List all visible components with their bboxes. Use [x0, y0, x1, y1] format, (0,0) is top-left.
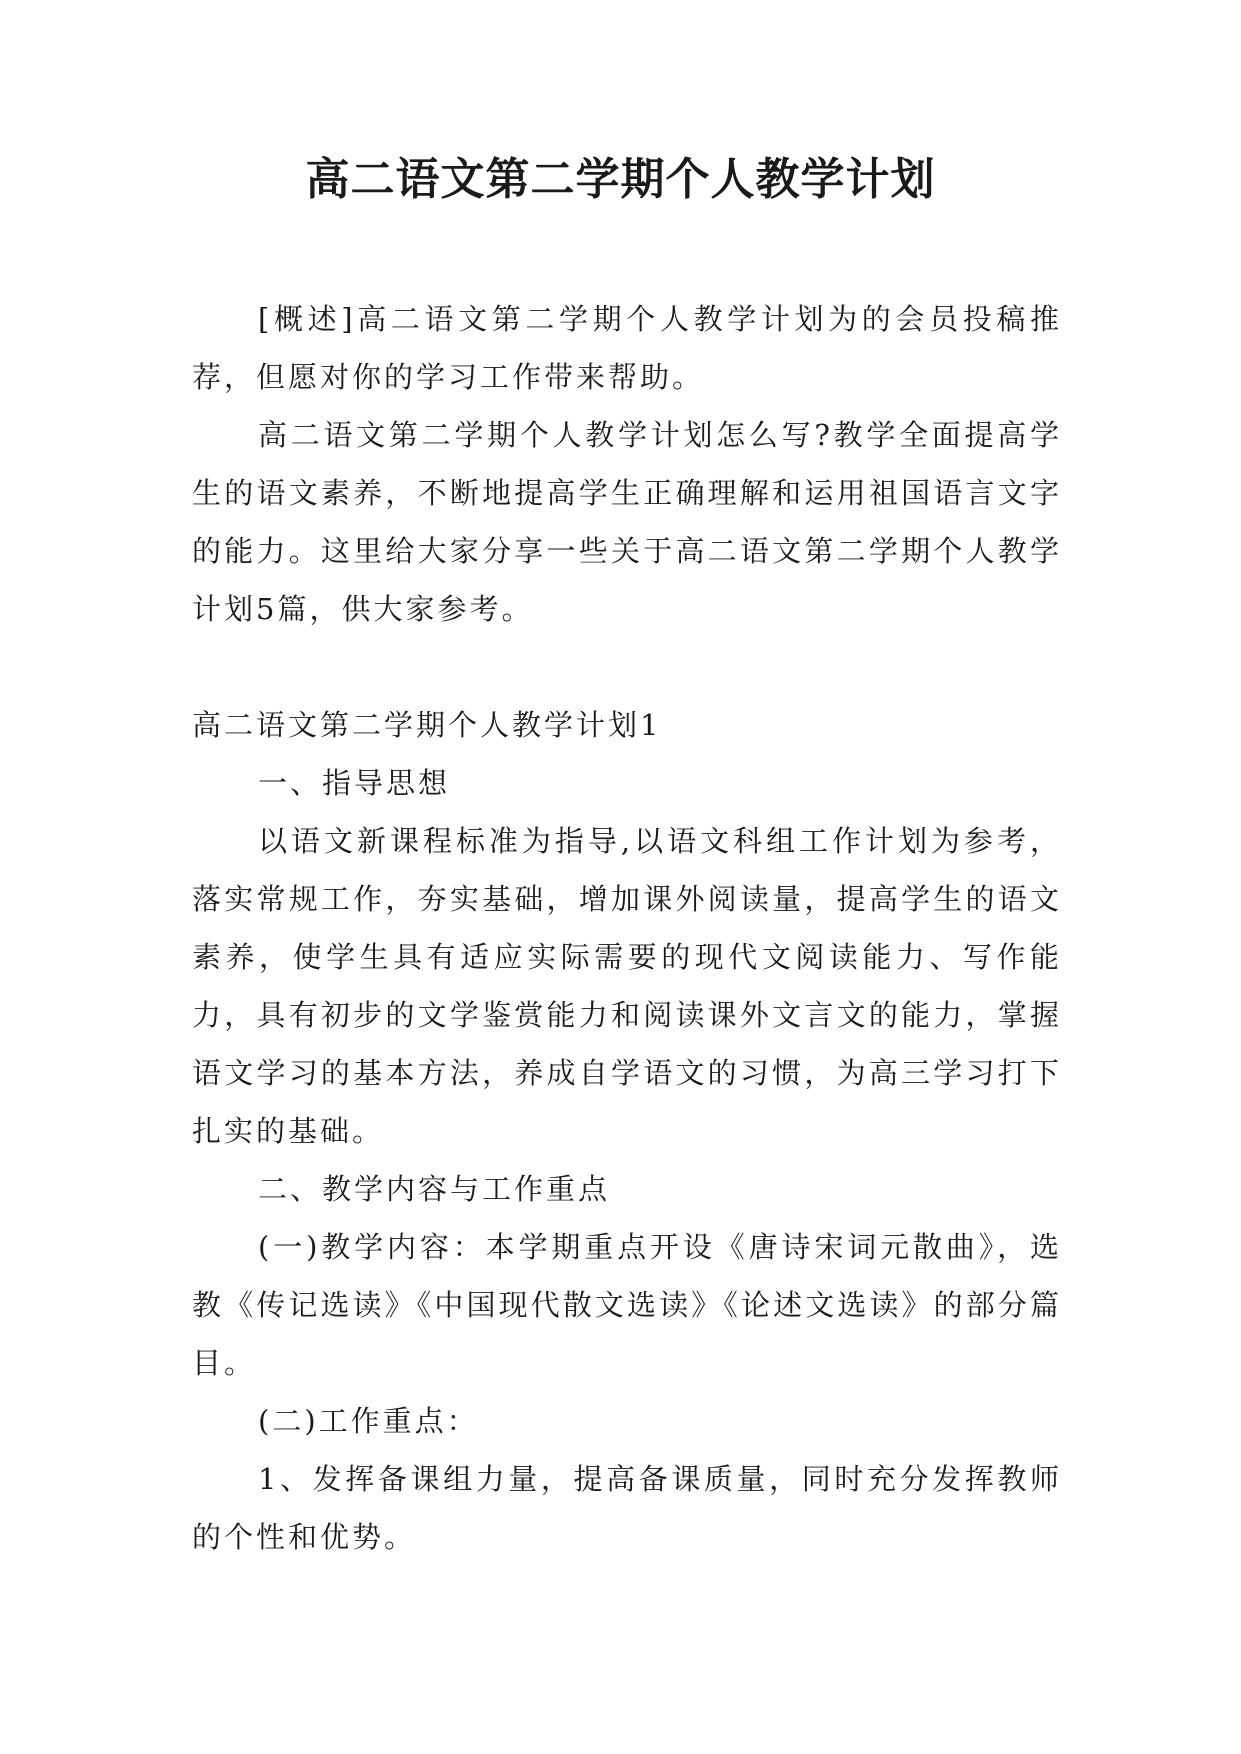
body-paragraph: 1、发挥备课组力量，提高备课质量，同时充分发挥教师的个性和优势。: [192, 1462, 1062, 1554]
document-title: 高二语文第二学期个人教学计划: [305, 154, 936, 205]
intro-paragraph: [概述]高二语文第二学期个人教学计划为的会员投稿推荐，但愿对你的学习工作带来帮助。: [192, 302, 1062, 394]
subsection-heading: 二、教学内容与工作重点: [258, 1172, 611, 1206]
body-paragraph: (一)教学内容：本学期重点开设《唐诗宋词元散曲》，选教《传记选读》《中国现代散文选读》《论述文选读》的部分篇目。: [192, 1230, 1062, 1380]
document-body: [192, 290, 1062, 1566]
section-heading: 高二语文第二学期个人教学计划1: [192, 708, 662, 742]
body-paragraph: (二)工作重点：: [258, 1404, 479, 1438]
intro-paragraph: 高二语文第二学期个人教学计划怎么写?教学全面提高学生的语文素养，不断地提高学生正确理解和运用祖国语言文字的能力。这里给大家分享一些关于高二语文第二学期个人教学计划5篇，供大家参考。: [192, 418, 1062, 626]
section-spacer: [192, 638, 1062, 696]
body-paragraph: 以语文新课程标准为指导,以语文科组工作计划为参考，落实常规工作，夯实基础，增加课外阅读量，提高学生的语文素养，使学生具有适应实际需要的现代文阅读能力、写作能力，具有初步的文学鉴赏能力和阅读课外文言文的能力，掌握语文学习的基本方法，养成自学语文的习惯，为高三学习打下扎实的基础。: [192, 824, 1062, 1148]
subsection-heading: 一、指导思想: [258, 766, 451, 800]
